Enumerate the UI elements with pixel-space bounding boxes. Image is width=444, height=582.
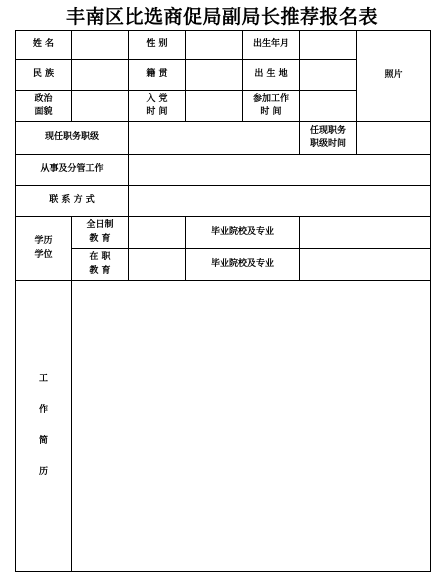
fulltime-school-major-field[interactable] <box>300 217 430 248</box>
gender-field[interactable] <box>186 31 242 59</box>
post-time-field[interactable] <box>357 122 430 154</box>
label-political-status: 政治 面貌 <box>34 93 53 117</box>
inservice-education-field[interactable] <box>129 249 185 280</box>
party-join-date-field[interactable] <box>186 91 242 121</box>
photo-box[interactable]: 照片 <box>384 70 403 81</box>
label-gender: 性 别 <box>146 39 168 50</box>
label-work-resume: 工 作 简 历 <box>38 374 48 478</box>
label-duties: 从事及分管工作 <box>40 164 104 175</box>
label-work-start-date: 参加工作 时 间 <box>252 93 289 117</box>
label-inservice-school-major: 毕业院校及专业 <box>210 258 274 269</box>
fulltime-education-field[interactable] <box>129 217 185 248</box>
inservice-school-major-field[interactable] <box>300 249 430 280</box>
label-birthplace: 出 生 地 <box>254 69 288 80</box>
label-education: 学历 学位 <box>34 236 53 260</box>
label-current-post: 现任职务职级 <box>44 132 99 143</box>
work-resume-field[interactable] <box>72 281 430 571</box>
label-inservice-education: 在 职 教 育 <box>89 252 111 276</box>
political-status-field[interactable] <box>72 91 128 121</box>
native-place-field[interactable] <box>186 60 242 90</box>
label-name: 姓 名 <box>32 39 55 50</box>
label-contact: 联 系 方 式 <box>49 195 95 206</box>
label-birth-date: 出生年月 <box>252 39 289 50</box>
label-party-join-date: 入 党 时 间 <box>146 93 168 117</box>
work-start-date-field[interactable] <box>300 91 356 121</box>
ethnicity-field[interactable] <box>72 60 128 90</box>
birthplace-field[interactable] <box>300 60 356 90</box>
label-ethnicity: 民 族 <box>32 69 55 80</box>
duties-field[interactable] <box>129 155 430 185</box>
label-fulltime-school-major: 毕业院校及专业 <box>210 226 274 237</box>
label-post-time: 任现职务 职级时间 <box>309 125 346 149</box>
contact-field[interactable] <box>129 186 430 216</box>
birth-date-field[interactable] <box>300 31 356 59</box>
name-field[interactable] <box>72 31 128 59</box>
current-post-field[interactable] <box>129 122 299 154</box>
form-title: 丰南区比选商促局副局长推荐报名表 <box>65 6 378 28</box>
label-native-place: 籍 贯 <box>146 69 168 80</box>
label-fulltime-education: 全日制 教 育 <box>86 220 114 244</box>
